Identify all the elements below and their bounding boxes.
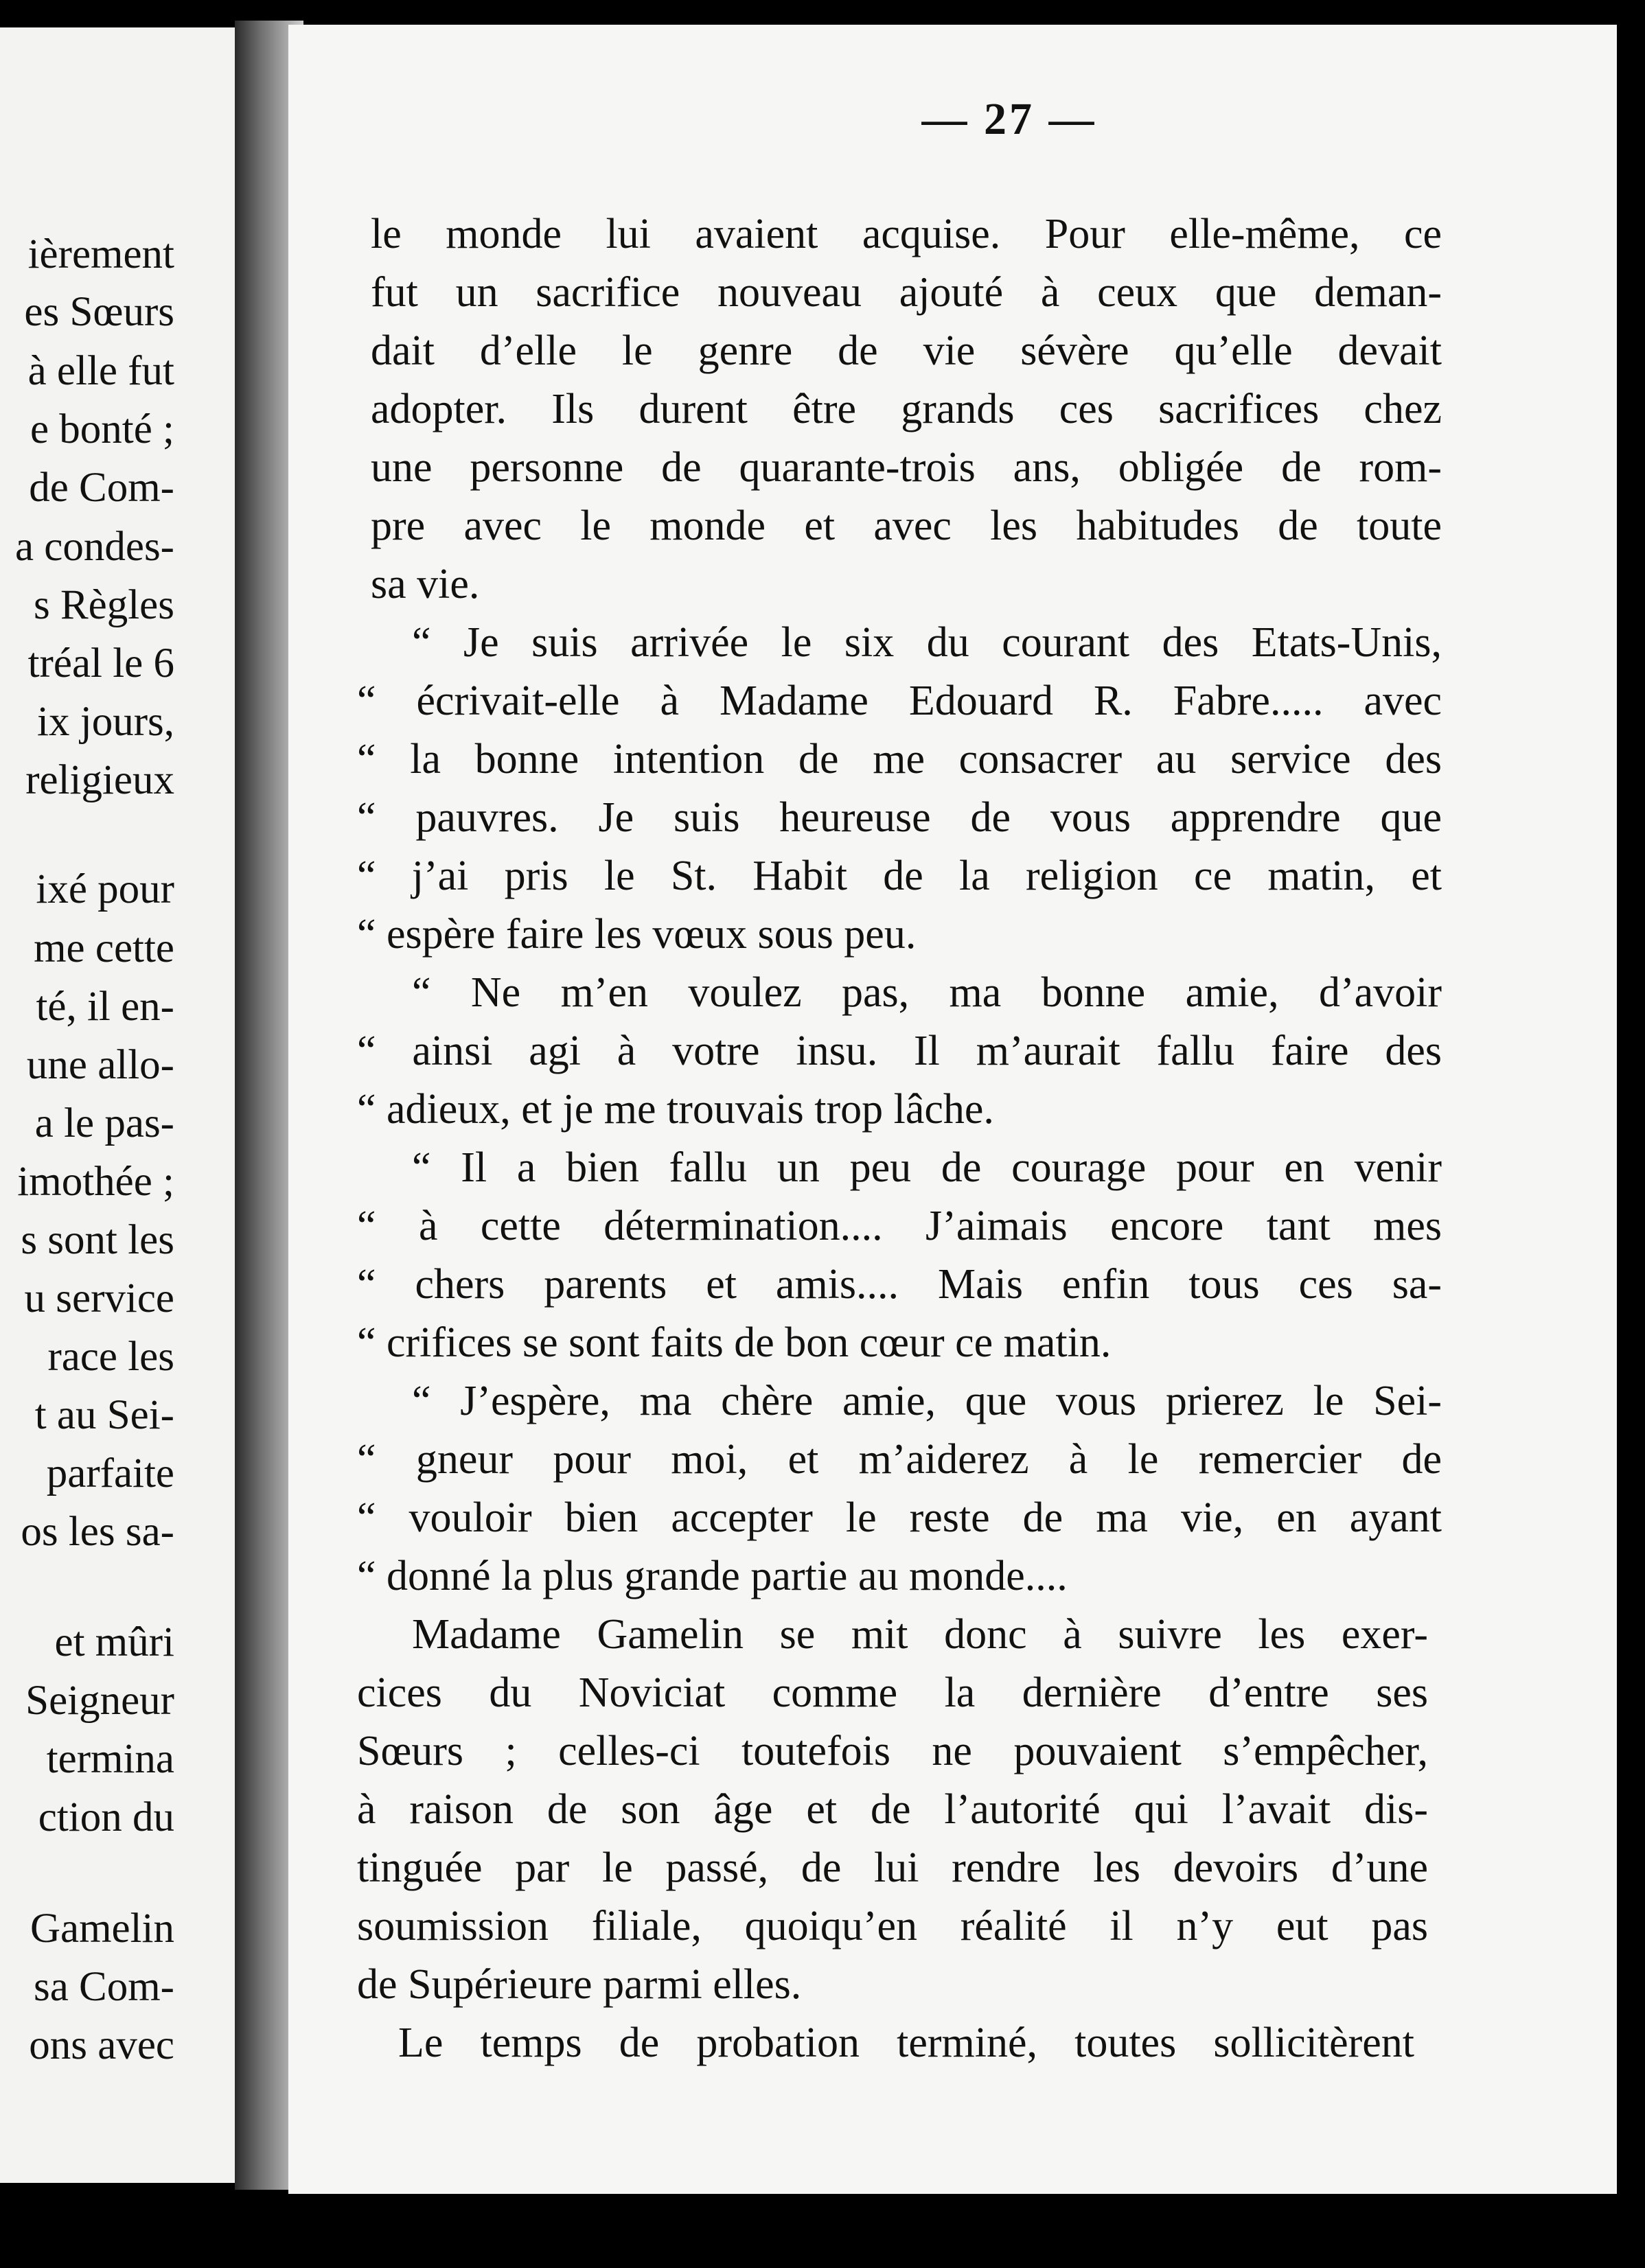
text-line: “ adieux, et je me trouvais trop lâche.: [357, 1086, 994, 1133]
left-page-line: a le pas-: [34, 1100, 174, 1146]
text-line: cices du Noviciat comme la dernière d’entre ses: [357, 1669, 1428, 1716]
left-page-line: Seigneur: [25, 1678, 174, 1724]
left-page-line: ixé pour: [36, 866, 174, 912]
text-line: “ écrivait-elle à Madame Edouard R. Fabre..... avec: [357, 678, 1442, 724]
text-line: de Supérieure parmi elles.: [357, 1961, 802, 2008]
left-page-line: tréal le 6: [27, 640, 174, 686]
left-page-line: sa Com-: [33, 1964, 174, 2010]
left-page-line: ix jours,: [37, 699, 174, 745]
left-page-line: a condes-: [14, 524, 174, 570]
text-line: “ ainsi agi à votre insu. Il m’aurait fallu faire des: [357, 1028, 1442, 1074]
text-line: “ pauvres. Je suis heureuse de vous apprendre que: [357, 794, 1442, 841]
text-line: soumission filiale, quoiqu’en réalité il n’y eut pas: [357, 1903, 1428, 1949]
left-page-line: es Sœurs: [24, 289, 174, 335]
left-page-line: race les: [47, 1334, 174, 1380]
text-line: “ Il a bien fallu un peu de courage pour en venir: [412, 1144, 1442, 1191]
left-page-line: e bonté ;: [30, 406, 174, 452]
left-page-line: Gamelin: [30, 1906, 174, 1952]
left-page-line: termina: [46, 1736, 174, 1782]
text-line: “ j’ai pris le St. Habit de la religion ce matin, et: [357, 853, 1442, 899]
left-page-line: té, il en-: [36, 984, 174, 1030]
text-line: “ donné la plus grande partie au monde....: [357, 1553, 1068, 1599]
right-page: [288, 25, 1617, 2194]
text-line: sa vie.: [371, 561, 480, 608]
text-line: dait d’elle le genre de vie sévère qu’elle devait: [371, 327, 1442, 374]
left-page-line: u service: [24, 1275, 174, 1321]
text-line: Sœurs ; celles-ci toutefois ne pouvaient s’empêcher,: [357, 1728, 1428, 1774]
text-line: “ Ne m’en voulez pas, ma bonne amie, d’avoir: [412, 969, 1442, 1016]
text-line: le monde lui avaient acquise. Pour elle-même, ce: [371, 211, 1442, 257]
text-line: “ vouloir bien accepter le reste de ma vie, en ayant: [357, 1494, 1442, 1541]
text-line: “ la bonne intention de me consacrer au service des: [357, 736, 1442, 783]
left-page-line: de Com-: [29, 465, 174, 511]
left-page: [0, 27, 240, 2183]
text-line: à raison de son âge et de l’autorité qui l’avait dis-: [357, 1786, 1428, 1833]
left-page-line: ction du: [38, 1794, 174, 1840]
text-line: fut un sacrifice nouveau ajouté à ceux que deman-: [371, 269, 1442, 316]
text-line: “ crifices se sont faits de bon cœur ce matin.: [357, 1319, 1112, 1366]
text-line: pre avec le monde et avec les habitudes de toute: [371, 502, 1442, 549]
text-line: “ J’espère, ma chère amie, que vous prierez le Sei-: [412, 1378, 1442, 1424]
left-page-line: imothée ;: [17, 1159, 174, 1205]
left-page-line: os les sa-: [21, 1509, 174, 1555]
text-line: “ à cette détermination.... J’aimais encore tant mes: [357, 1203, 1442, 1249]
left-page-line: et mûri: [54, 1619, 174, 1665]
text-line: “ chers parents et amis.... Mais enfin tous ces sa-: [357, 1261, 1442, 1308]
left-page-line: religieux: [25, 757, 174, 803]
text-line: Le temps de probation terminé, toutes sollicitèrent: [398, 2020, 1414, 2066]
text-line: adopter. Ils durent être grands ces sacrifices chez: [371, 386, 1442, 432]
text-line: “ espère faire les vœux sous peu.: [357, 911, 917, 958]
left-page-line: me cette: [34, 925, 174, 971]
text-line: “ gneur pour moi, et m’aiderez à le remercier de: [357, 1436, 1442, 1483]
text-line: Madame Gamelin se mit donc à suivre les exer-: [412, 1611, 1428, 1658]
left-page-line: t au Sei-: [34, 1392, 174, 1438]
left-page-line: s sont les: [21, 1217, 174, 1263]
text-line: une personne de quarante-trois ans, obligée de rom-: [371, 444, 1442, 491]
text-line: “ Je suis arrivée le six du courant des Etats-Unis,: [412, 619, 1442, 666]
left-page-line: ièrement: [27, 231, 174, 277]
text-line: tinguée par le passé, de lui rendre les devoirs d’une: [357, 1844, 1428, 1891]
left-page-line: ons avec: [29, 2022, 174, 2068]
left-page-line: s Règles: [33, 582, 174, 628]
left-page-line: une allo-: [26, 1042, 174, 1088]
left-page-line: à elle fut: [27, 348, 174, 394]
page-number: — 27 —: [921, 94, 1097, 144]
left-page-line: parfaite: [46, 1450, 174, 1496]
